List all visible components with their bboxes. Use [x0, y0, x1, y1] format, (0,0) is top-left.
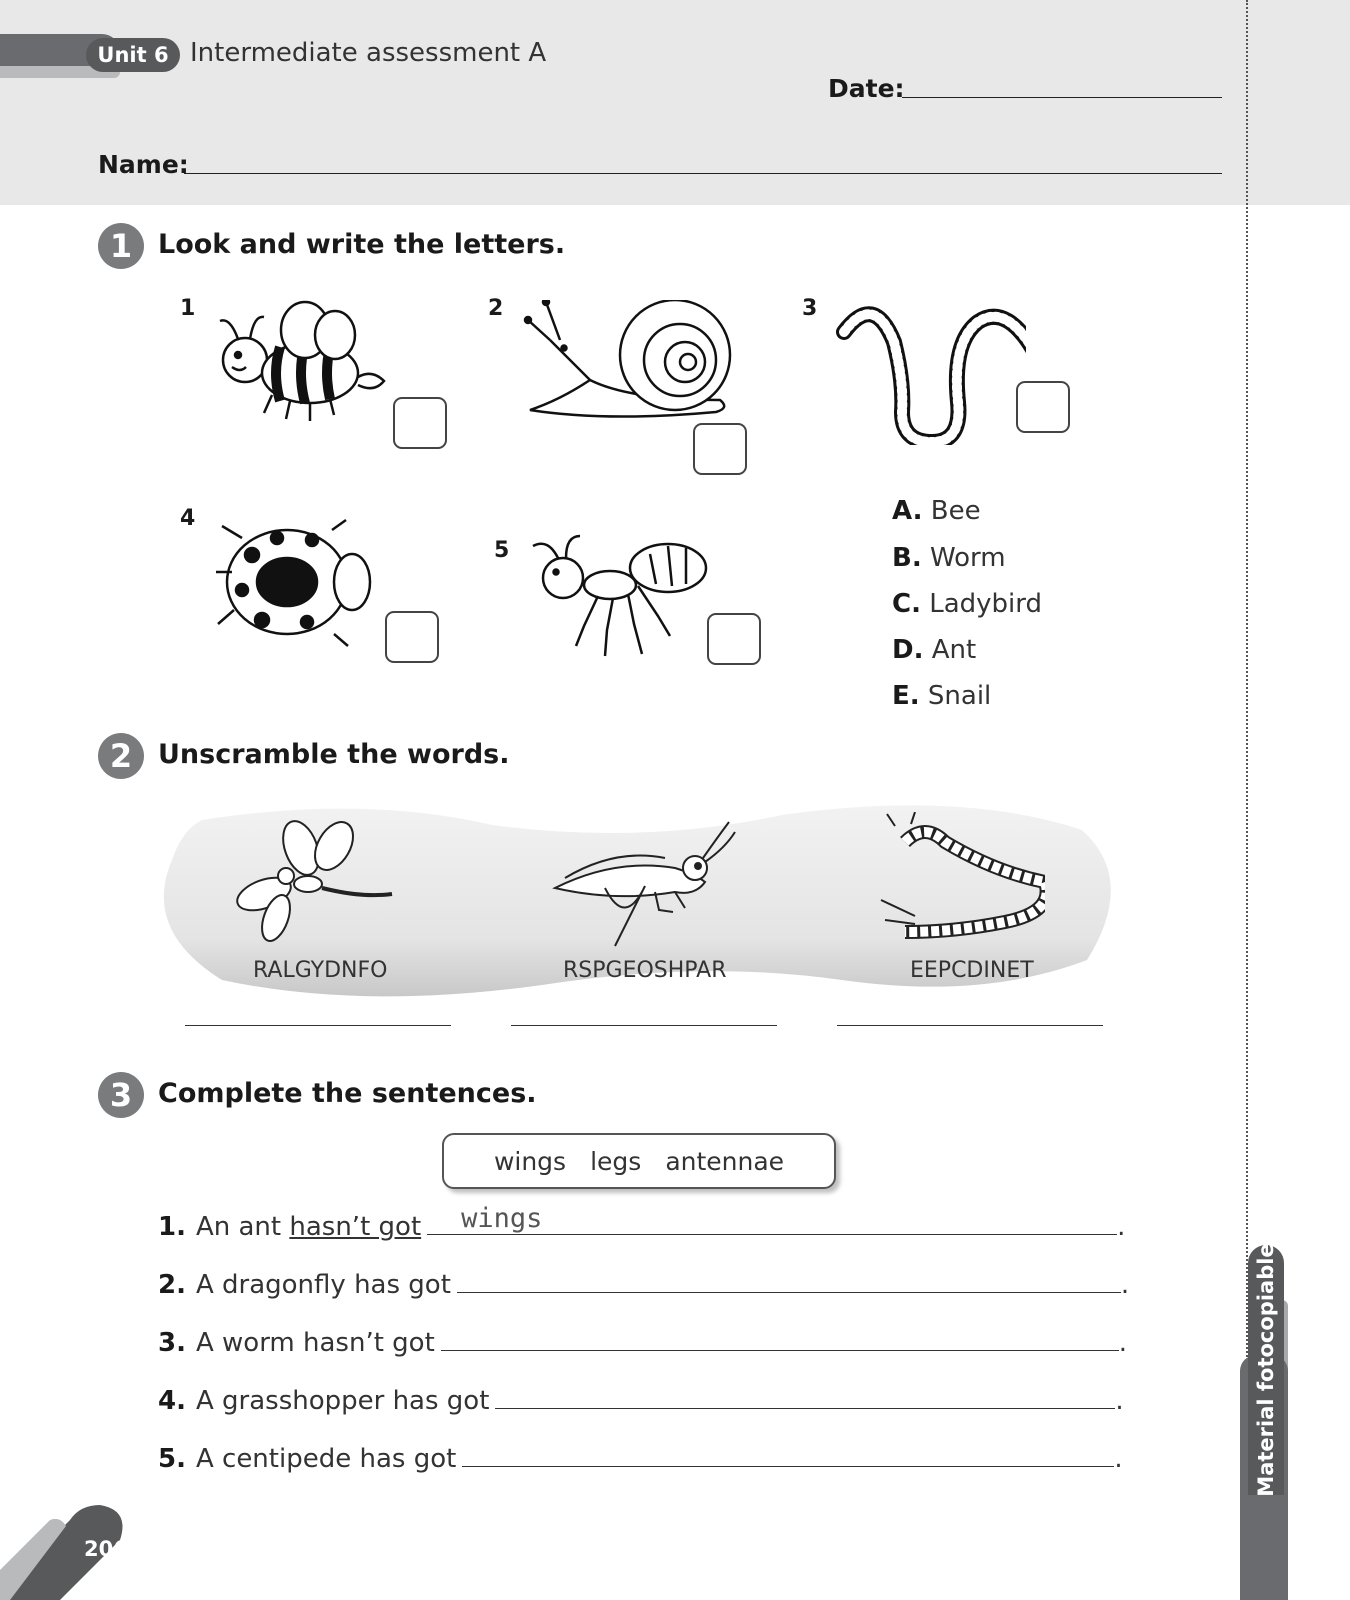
section-3-title: Complete the sentences. — [158, 1078, 537, 1109]
page-number: 206 — [84, 1537, 128, 1561]
unit-label: Unit 6 — [86, 38, 180, 72]
centipede-icon — [875, 812, 1045, 952]
section-2-number: 2 — [98, 733, 144, 779]
word-bank-item: wings — [493, 1146, 567, 1176]
answer-line-3[interactable] — [837, 1025, 1103, 1026]
sentence-3-answer-line[interactable] — [441, 1328, 1119, 1351]
picture-number-2: 2 — [488, 296, 504, 321]
answer-box-4[interactable] — [385, 611, 439, 663]
sentence-1: 1. An ant hasn’t got wings . — [158, 1203, 1126, 1242]
answer-line-1[interactable] — [185, 1025, 451, 1026]
bee-icon — [210, 295, 400, 430]
picture-number-4: 4 — [180, 506, 196, 531]
sentence-4-answer-line[interactable] — [495, 1386, 1115, 1409]
header-band — [0, 0, 1350, 205]
answer-box-1[interactable] — [393, 397, 447, 449]
sentence-3: 3. A worm hasn’t got . — [158, 1328, 1128, 1358]
picture-number-3: 3 — [802, 296, 818, 321]
sentence-4: 4. A grasshopper has got . — [158, 1386, 1124, 1416]
answer-box-2[interactable] — [693, 423, 747, 475]
ladybird-icon — [212, 510, 382, 655]
option-e: E. Snail — [892, 681, 992, 711]
sentence-5: 5. A centipede has got . — [158, 1444, 1123, 1474]
section-1-number: 1 — [98, 223, 144, 269]
underlined-phrase: hasn’t got — [289, 1212, 422, 1242]
scrambled-word-1: RALGYDNFO — [253, 958, 388, 983]
page-title: Intermediate assessment A — [190, 38, 547, 68]
option-b: B. Worm — [892, 543, 1006, 573]
grasshopper-icon — [545, 818, 745, 948]
option-c: C. Ladybird — [892, 589, 1043, 619]
snail-icon — [520, 300, 740, 430]
worm-icon — [836, 300, 1026, 445]
picture-number-1: 1 — [180, 296, 196, 321]
sample-answer: wings — [461, 1203, 543, 1234]
option-a: A. Bee — [892, 496, 981, 526]
section-2-title: Unscramble the words. — [158, 739, 510, 770]
section-3-number: 3 — [98, 1072, 144, 1118]
answer-box-5[interactable] — [707, 613, 761, 665]
scrambled-word-2: RSPGEOSHPAR — [563, 958, 727, 983]
picture-number-5: 5 — [494, 538, 510, 563]
dragonfly-icon — [236, 818, 406, 948]
answer-line-2[interactable] — [511, 1025, 777, 1026]
word-bank-item: legs — [590, 1146, 642, 1176]
answer-box-3[interactable] — [1016, 381, 1070, 433]
scrambled-word-3: EEPCDINET — [910, 958, 1034, 983]
option-d: D. Ant — [892, 635, 977, 665]
word-bank — [442, 1133, 836, 1189]
date-label: Date: — [828, 74, 905, 103]
section-1-title: Look and write the letters. — [158, 229, 566, 260]
sentence-2: 2. A dragonfly has got . — [158, 1270, 1130, 1300]
sentence-2-answer-line[interactable] — [457, 1270, 1121, 1293]
name-field[interactable] — [184, 173, 1222, 174]
name-label: Name: — [98, 150, 189, 179]
ant-icon — [528, 530, 718, 665]
photocopiable-label: Material fotocopiable — [1254, 1243, 1278, 1497]
word-bank-item: antennae — [665, 1146, 785, 1176]
date-field[interactable] — [902, 97, 1222, 98]
sentence-5-answer-line[interactable] — [462, 1444, 1114, 1467]
